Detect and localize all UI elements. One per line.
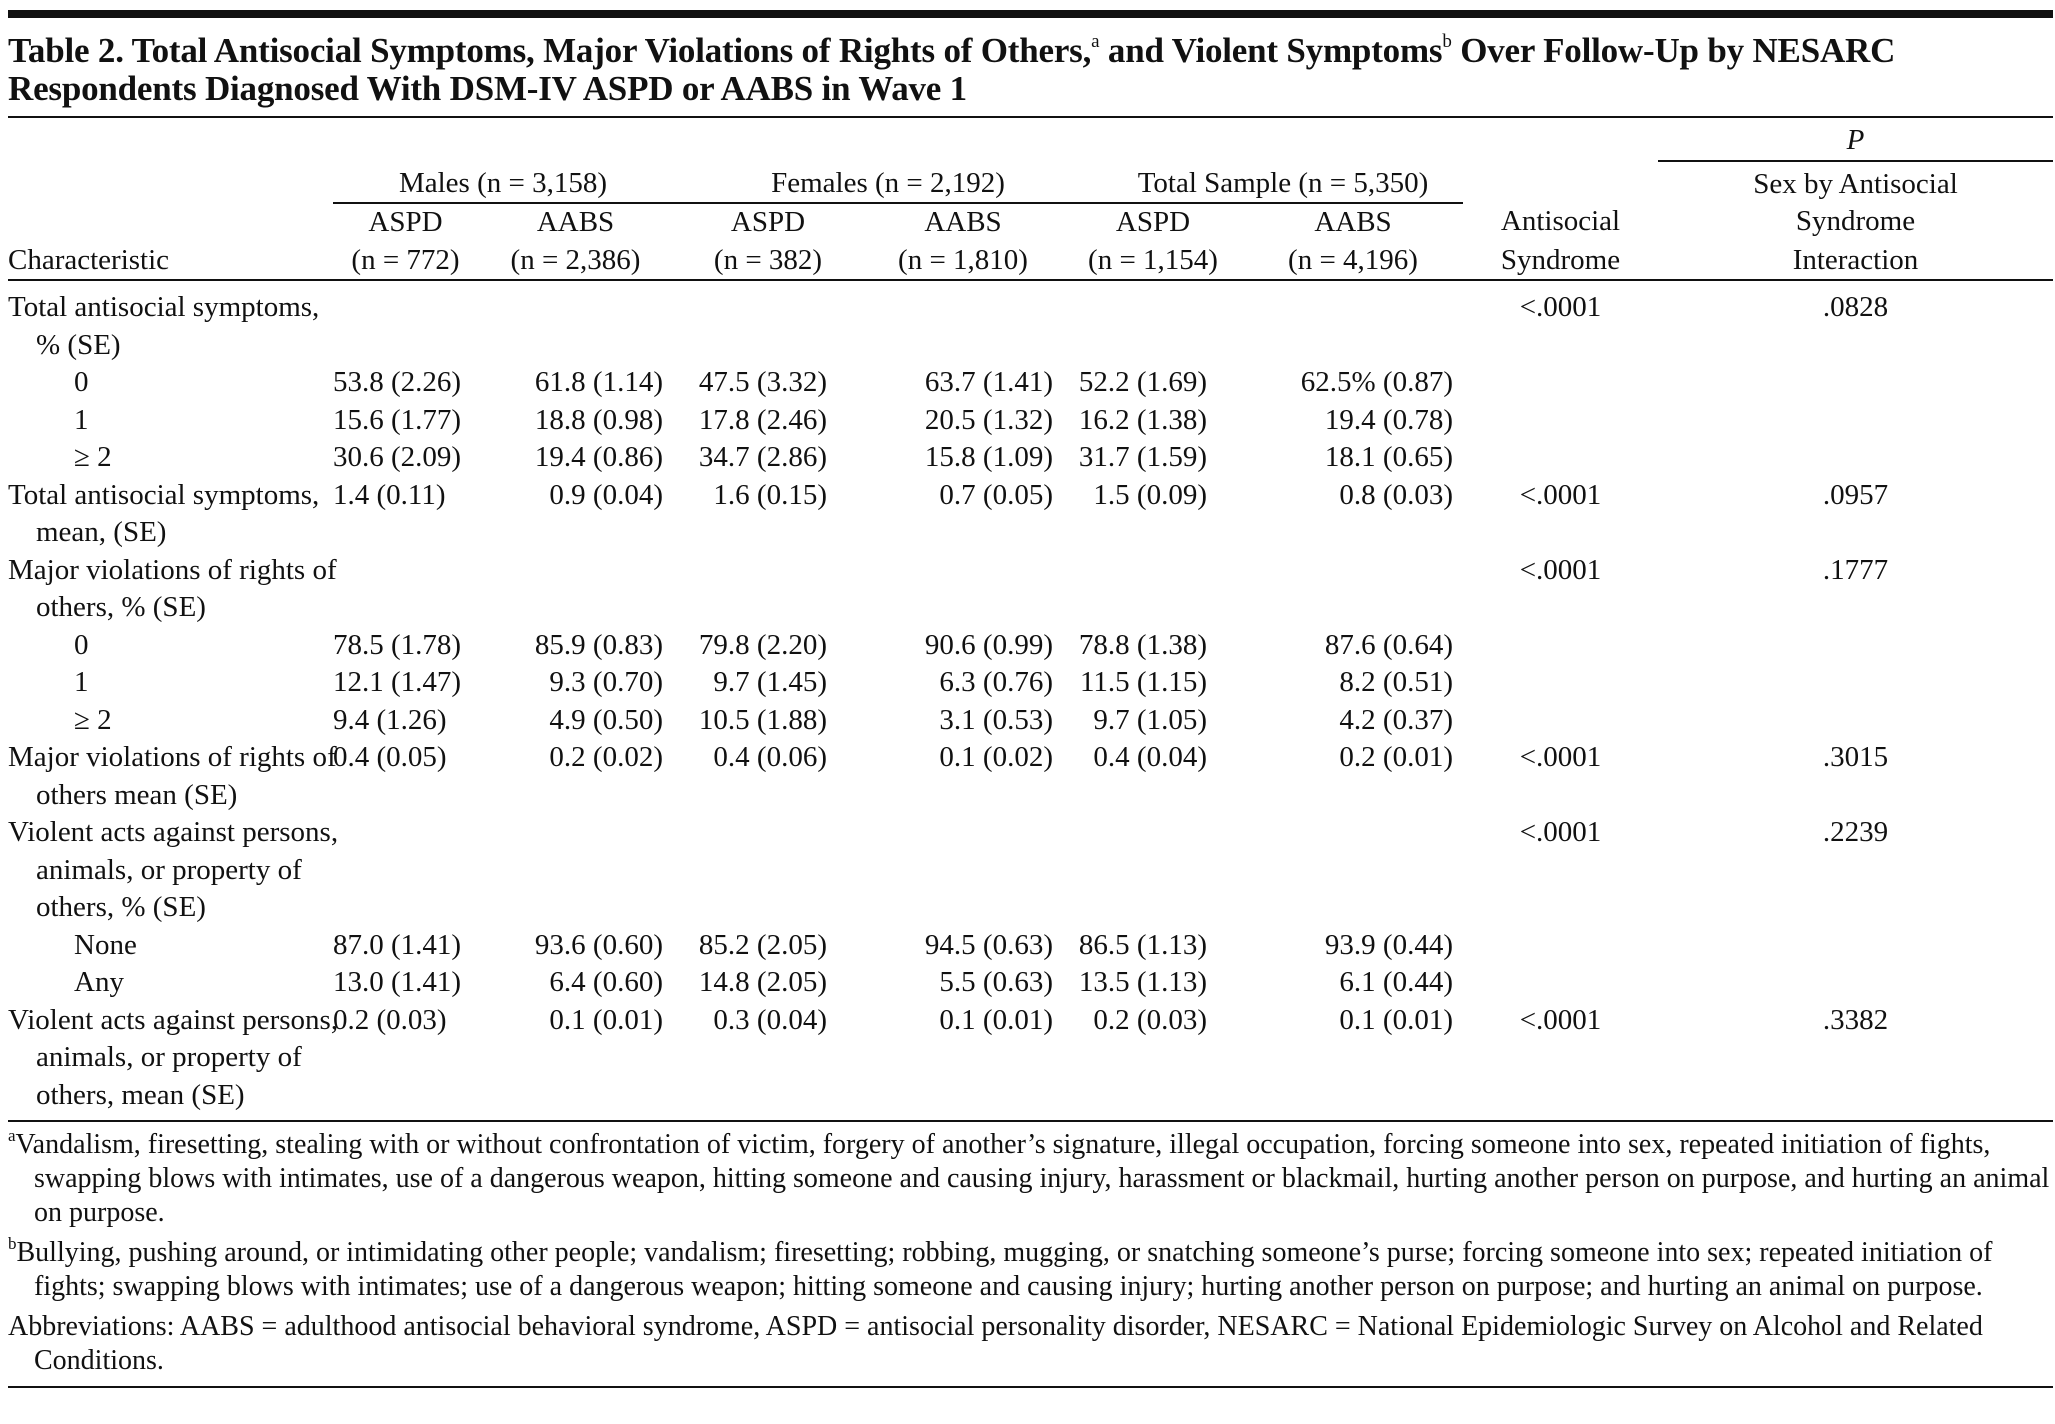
p-sex-by-syndrome: .2239	[1822, 816, 1889, 848]
value-cell: 78.8 (1.38)	[1078, 628, 1207, 661]
value-cell	[333, 327, 478, 365]
value-cell: 62.5% (0.87)	[1300, 366, 1453, 398]
p-sex-by-syndrome	[1658, 364, 2053, 402]
p-antisocial-syndrome: <.0001	[1519, 553, 1602, 586]
value-cell: 9.3 (0.70)	[549, 666, 663, 698]
value-cell	[1063, 1039, 1243, 1077]
row-label: Total antisocial symptoms,	[8, 478, 320, 511]
p-antisocial-syndrome	[1463, 889, 1658, 927]
p-antisocial-syndrome: <.0001	[1519, 291, 1602, 323]
subcol-n: (n = 2,386)	[478, 242, 673, 281]
value-cell	[478, 852, 673, 890]
footnote-b-mark: b	[8, 1234, 17, 1253]
value-cell	[863, 552, 1063, 590]
value-cell	[1063, 327, 1243, 365]
value-cell: 30.6 (2.09)	[333, 441, 462, 473]
value-cell	[863, 1039, 1063, 1077]
subcol-n: (n = 382)	[673, 242, 863, 281]
value-cell	[1243, 552, 1463, 590]
value-cell	[1243, 814, 1463, 852]
table-row	[8, 627, 2053, 665]
value-cell: 79.8 (2.20)	[698, 628, 827, 661]
value-cell: 8.2 (0.51)	[1339, 666, 1453, 698]
p-antisocial-syndrome	[1463, 702, 1658, 740]
value-cell: 17.8 (2.46)	[698, 403, 827, 436]
p-antisocial-syndrome	[1463, 514, 1658, 552]
row-label: Violent acts against persons,	[8, 816, 339, 848]
value-cell: 61.8 (1.14)	[534, 366, 663, 398]
row-label: Major violations of rights of	[8, 553, 337, 586]
footnote-a-mark: a	[8, 1126, 16, 1145]
value-cell: 15.6 (1.77)	[333, 403, 462, 436]
table-row	[8, 889, 2053, 927]
value-cell	[333, 1077, 478, 1115]
p-sex-by-syndrome: .0957	[1822, 478, 1889, 511]
group-total: Total Sample (n = 5,350)	[1063, 161, 1463, 204]
row-label: 0	[74, 628, 89, 661]
top-rule	[8, 10, 2053, 18]
subcol-name: ASPD	[730, 206, 806, 238]
value-cell	[1243, 280, 1463, 327]
value-cell	[673, 514, 863, 552]
bottom-rule	[8, 1386, 2053, 1388]
row-label: 1	[74, 403, 89, 436]
value-cell	[863, 514, 1063, 552]
value-cell: 90.6 (0.99)	[924, 628, 1053, 661]
value-cell	[673, 280, 863, 327]
characteristic-header: Characteristic	[8, 242, 333, 281]
value-cell: 11.5 (1.15)	[1080, 666, 1207, 698]
value-cell: 6.1 (0.44)	[1339, 966, 1453, 998]
header-row-p	[8, 118, 2053, 161]
footnote-b	[8, 1236, 2053, 1304]
value-cell	[673, 777, 863, 815]
row-label: 1	[74, 666, 89, 698]
p-col2-line3: Interaction	[1658, 242, 2053, 281]
data-table	[8, 118, 2053, 1114]
p-sex-by-syndrome	[1658, 664, 2053, 702]
header-row-groups	[8, 161, 2053, 204]
value-cell: 0.1 (0.02)	[939, 741, 1053, 773]
value-cell	[1243, 589, 1463, 627]
title-text-1: Table 2. Total Antisocial Symptoms, Major Violations of Rights of Others,	[8, 31, 1092, 70]
value-cell	[333, 814, 478, 852]
title-footnote-a: a	[1091, 31, 1100, 52]
p-sex-by-syndrome: .3015	[1822, 741, 1889, 773]
value-cell: 1.4 (0.11)	[333, 478, 446, 511]
value-cell	[673, 327, 863, 365]
subcol-name: AABS	[1314, 206, 1392, 238]
value-cell	[478, 1039, 673, 1077]
row-label: ≥ 2	[74, 703, 112, 736]
p-sex-by-syndrome	[1658, 889, 2053, 927]
p-antisocial-syndrome	[1463, 402, 1658, 440]
table-body	[8, 280, 2053, 1114]
value-cell	[333, 514, 478, 552]
value-cell	[478, 280, 673, 327]
subcol-name: ASPD	[1115, 206, 1191, 238]
value-cell: 4.9 (0.50)	[549, 703, 663, 736]
table-row	[8, 439, 2053, 477]
value-cell: 20.5 (1.32)	[924, 403, 1053, 436]
row-label: others, % (SE)	[36, 891, 206, 923]
value-cell	[478, 589, 673, 627]
value-cell: 0.8 (0.03)	[1339, 478, 1453, 511]
table-row	[8, 1002, 2053, 1040]
row-label: Total antisocial symptoms,	[8, 291, 320, 323]
p-antisocial-syndrome	[1463, 1039, 1658, 1077]
table-row	[8, 664, 2053, 702]
table-row	[8, 927, 2053, 965]
value-cell	[1063, 814, 1243, 852]
table-row	[8, 402, 2053, 440]
value-cell: 0.9 (0.04)	[549, 478, 663, 511]
p-sex-by-syndrome	[1658, 702, 2053, 740]
subcol-n: (n = 772)	[333, 242, 478, 281]
table-row	[8, 477, 2053, 515]
value-cell	[1063, 777, 1243, 815]
p-sex-by-syndrome	[1658, 402, 2053, 440]
value-cell: 9.7 (1.45)	[713, 666, 827, 698]
value-cell	[1063, 852, 1243, 890]
value-cell: 0.7 (0.05)	[939, 478, 1053, 511]
value-cell: 1.5 (0.09)	[1093, 478, 1207, 511]
value-cell: 0.1 (0.01)	[1339, 1003, 1453, 1036]
value-cell	[1243, 852, 1463, 890]
p-antisocial-syndrome	[1463, 439, 1658, 477]
value-cell	[333, 280, 478, 327]
p-antisocial-syndrome	[1463, 777, 1658, 815]
value-cell	[673, 814, 863, 852]
footnote-a-text: Vandalism, firesetting, stealing with or without confrontation of victim, forgery of another’s signature, illegal occupation, forcing someone into sex, repeated initiation of fights, swapping blows with intimates, use of a dangerous weapon, hitting someone and causing injury, harassment or blackmail, hurting another person on purpose, and hurting an animal on purpose.	[15, 1129, 2050, 1228]
p-antisocial-syndrome	[1463, 1077, 1658, 1115]
p-sex-by-syndrome	[1658, 1077, 2053, 1115]
value-cell	[1063, 552, 1243, 590]
value-cell: 10.5 (1.88)	[698, 703, 827, 736]
table-row	[8, 852, 2053, 890]
p-sex-by-syndrome	[1658, 514, 2053, 552]
value-cell	[333, 852, 478, 890]
value-cell: 94.5 (0.63)	[924, 928, 1053, 961]
value-cell: 16.2 (1.38)	[1078, 403, 1207, 436]
value-cell: 3.1 (0.53)	[939, 703, 1053, 736]
value-cell	[863, 327, 1063, 365]
value-cell	[1063, 589, 1243, 627]
table-title	[8, 18, 2053, 116]
footnotes	[8, 1122, 2053, 1378]
footnote-b-text: Bullying, pushing around, or intimidating other people; vandalism; firesetting; robbing, mugging, or snatching someone’s purse; forcing someone into sex; repeated initiation of fights; swapping blows with intimates; use of a dangerous weapon; hitting someone and causing injury; hurting another person on purpose; and hurting an animal on purpose.	[16, 1237, 1993, 1302]
value-cell: 15.8 (1.09)	[924, 441, 1053, 473]
value-cell: 0.2 (0.03)	[1093, 1003, 1207, 1036]
value-cell: 14.8 (2.05)	[698, 966, 827, 998]
value-cell: 0.4 (0.05)	[333, 741, 447, 773]
value-cell	[478, 814, 673, 852]
value-cell	[478, 514, 673, 552]
subcol-n: (n = 1,154)	[1063, 242, 1243, 281]
value-cell: 0.1 (0.01)	[939, 1003, 1053, 1036]
value-cell	[478, 552, 673, 590]
value-cell: 0.1 (0.01)	[549, 1003, 663, 1036]
value-cell	[673, 552, 863, 590]
row-label: others mean (SE)	[36, 778, 238, 811]
value-cell	[1243, 777, 1463, 815]
subcol-name: AABS	[924, 206, 1002, 238]
value-cell	[1243, 1039, 1463, 1077]
value-cell: 13.5 (1.13)	[1078, 966, 1207, 998]
table-row	[8, 589, 2053, 627]
value-cell	[863, 814, 1063, 852]
value-cell	[478, 327, 673, 365]
p-sex-by-syndrome	[1658, 852, 2053, 890]
value-cell: 63.7 (1.41)	[924, 366, 1053, 398]
value-cell	[1243, 327, 1463, 365]
p-sex-by-syndrome	[1658, 439, 2053, 477]
value-cell	[863, 777, 1063, 815]
p-sex-by-syndrome: .3382	[1822, 1003, 1889, 1036]
table-row	[8, 1039, 2053, 1077]
table-row	[8, 1077, 2053, 1115]
value-cell: 1.6 (0.15)	[713, 478, 827, 511]
footnote-a	[8, 1128, 2053, 1230]
table-row	[8, 814, 2053, 852]
value-cell	[478, 777, 673, 815]
p-antisocial-syndrome	[1463, 327, 1658, 365]
value-cell: 18.1 (0.65)	[1324, 441, 1453, 473]
value-cell	[333, 777, 478, 815]
p-sex-by-syndrome	[1658, 964, 2053, 1002]
value-cell: 78.5 (1.78)	[333, 628, 462, 661]
value-cell: 0.4 (0.06)	[713, 741, 827, 773]
value-cell	[1243, 1077, 1463, 1115]
p-antisocial-syndrome	[1463, 852, 1658, 890]
value-cell: 4.2 (0.37)	[1339, 703, 1453, 736]
table-row	[8, 777, 2053, 815]
p-antisocial-syndrome	[1463, 964, 1658, 1002]
value-cell: 93.6 (0.60)	[534, 928, 663, 961]
value-cell	[863, 589, 1063, 627]
value-cell	[673, 1077, 863, 1115]
value-cell: 52.2 (1.69)	[1078, 366, 1207, 398]
value-cell	[1063, 889, 1243, 927]
p-antisocial-syndrome	[1463, 927, 1658, 965]
subcol-name: ASPD	[368, 206, 443, 238]
p-sex-by-syndrome	[1658, 777, 2053, 815]
p-antisocial-syndrome: <.0001	[1519, 478, 1602, 511]
subcol-name: AABS	[536, 206, 615, 238]
table-row	[8, 364, 2053, 402]
subcol-n: (n = 4,196)	[1243, 242, 1463, 281]
p-col2-line1: Sex by Antisocial	[1753, 167, 1958, 200]
value-cell: 47.5 (3.32)	[698, 366, 827, 398]
value-cell: 9.7 (1.05)	[1093, 703, 1207, 736]
row-label: animals, or property of	[36, 1041, 302, 1073]
p-sex-by-syndrome	[1658, 627, 2053, 665]
value-cell: 18.8 (0.98)	[534, 403, 663, 436]
row-label: None	[74, 928, 137, 961]
value-cell	[1063, 1077, 1243, 1115]
value-cell: 12.1 (1.47)	[333, 666, 462, 698]
table-row	[8, 280, 2053, 327]
value-cell	[863, 889, 1063, 927]
value-cell: 0.2 (0.02)	[549, 741, 663, 773]
p-antisocial-syndrome	[1463, 364, 1658, 402]
value-cell	[863, 852, 1063, 890]
title-footnote-b: b	[1442, 31, 1452, 52]
p-antisocial-syndrome: <.0001	[1519, 741, 1602, 773]
p-sex-by-syndrome: .1777	[1822, 553, 1889, 586]
p-sex-by-syndrome: .0828	[1822, 291, 1889, 323]
p-sex-by-syndrome	[1658, 927, 2053, 965]
value-cell	[333, 552, 478, 590]
value-cell: 0.2 (0.03)	[333, 1003, 447, 1036]
value-cell	[1063, 514, 1243, 552]
row-label: 0	[74, 366, 89, 398]
value-cell: 31.7 (1.59)	[1078, 441, 1207, 473]
p-sex-by-syndrome	[1658, 589, 2053, 627]
value-cell	[333, 889, 478, 927]
p-col1-line1: Antisocial	[1500, 205, 1621, 237]
value-cell	[673, 852, 863, 890]
row-label: ≥ 2	[74, 441, 112, 473]
value-cell: 34.7 (2.86)	[698, 441, 827, 473]
row-label: % (SE)	[36, 328, 121, 361]
group-females: Females (n = 2,192)	[673, 161, 1063, 204]
value-cell: 13.0 (1.41)	[333, 966, 462, 998]
p-antisocial-syndrome	[1463, 589, 1658, 627]
value-cell: 93.9 (0.44)	[1324, 928, 1453, 961]
value-cell: 86.5 (1.13)	[1078, 928, 1207, 961]
row-label: others, % (SE)	[36, 591, 206, 623]
value-cell: 87.0 (1.41)	[333, 928, 462, 961]
table-document	[8, 10, 2053, 1388]
value-cell	[1063, 280, 1243, 327]
row-label: Violent acts against persons,	[8, 1003, 339, 1036]
row-label: mean, (SE)	[36, 516, 167, 548]
table-row	[8, 552, 2053, 590]
value-cell: 53.8 (2.26)	[333, 366, 462, 398]
value-cell: 0.2 (0.01)	[1339, 741, 1453, 773]
value-cell: 9.4 (1.26)	[333, 703, 447, 736]
value-cell: 5.5 (0.63)	[939, 966, 1053, 998]
p-header: P	[1658, 118, 2053, 161]
p-col2-line2: Syndrome	[1795, 205, 1916, 237]
value-cell: 0.4 (0.04)	[1093, 741, 1207, 773]
p-antisocial-syndrome	[1463, 664, 1658, 702]
value-cell	[673, 1039, 863, 1077]
p-col1-line2: Syndrome	[1463, 242, 1658, 281]
p-antisocial-syndrome: <.0001	[1519, 1003, 1602, 1036]
value-cell	[863, 280, 1063, 327]
table-row	[8, 964, 2053, 1002]
title-text-3: Over Follow-Up by NESARC Respondents Diagnosed With DSM-IV ASPD or AABS in Wave 1	[8, 31, 1896, 108]
value-cell: 87.6 (0.64)	[1324, 628, 1453, 661]
value-cell: 85.2 (2.05)	[698, 928, 827, 961]
title-text-2: and Violent Symptoms	[1099, 31, 1443, 70]
table-row	[8, 327, 2053, 365]
table-row	[8, 739, 2053, 777]
value-cell	[478, 1077, 673, 1115]
value-cell	[863, 1077, 1063, 1115]
row-label: others, mean (SE)	[36, 1078, 245, 1111]
p-antisocial-syndrome	[1463, 627, 1658, 665]
value-cell	[673, 889, 863, 927]
value-cell	[333, 1039, 478, 1077]
value-cell: 85.9 (0.83)	[534, 628, 663, 661]
value-cell	[478, 889, 673, 927]
p-sex-by-syndrome	[1658, 327, 2053, 365]
value-cell: 6.3 (0.76)	[939, 666, 1053, 698]
value-cell	[333, 589, 478, 627]
row-label: animals, or property of	[36, 853, 302, 886]
header-row-sub-1	[8, 203, 2053, 242]
value-cell	[1243, 889, 1463, 927]
header-row-sub-2	[8, 242, 2053, 281]
abbreviations-note: Abbreviations: AABS = adulthood antisocial behavioral syndrome, ASPD = antisocial personality disorder, NESARC = National Epidemiologic Survey on Alcohol and Related Conditions.	[8, 1311, 1983, 1376]
table-row	[8, 702, 2053, 740]
group-males: Males (n = 3,158)	[333, 161, 673, 204]
value-cell: 0.3 (0.04)	[713, 1003, 827, 1036]
subcol-n: (n = 1,810)	[863, 242, 1063, 281]
row-label: Any	[74, 966, 124, 998]
value-cell	[673, 589, 863, 627]
row-label: Major violations of rights of	[8, 741, 337, 773]
value-cell: 19.4 (0.86)	[534, 441, 663, 473]
table-row	[8, 514, 2053, 552]
value-cell: 6.4 (0.60)	[549, 966, 663, 998]
p-sex-by-syndrome	[1658, 1039, 2053, 1077]
value-cell: 19.4 (0.78)	[1324, 403, 1453, 436]
value-cell	[1243, 514, 1463, 552]
p-antisocial-syndrome: <.0001	[1519, 816, 1602, 848]
